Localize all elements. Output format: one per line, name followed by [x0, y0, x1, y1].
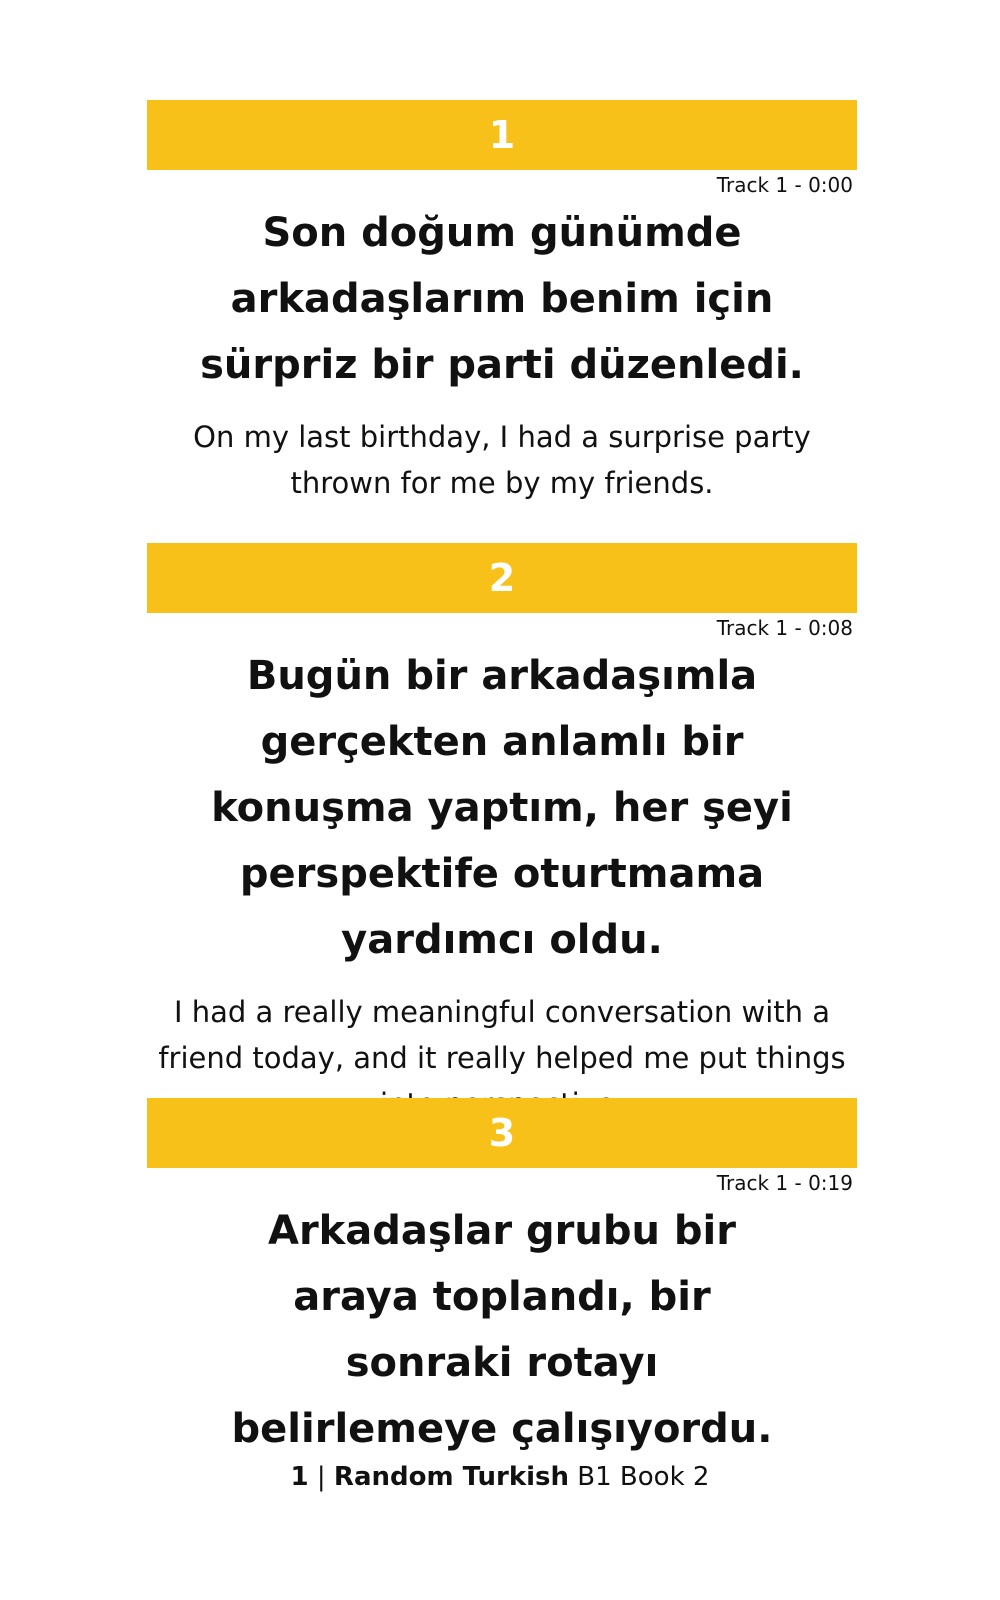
page-footer [0, 1462, 1000, 1492]
book-title: B1 Book 2 [569, 1462, 710, 1492]
page-number: 1 [290, 1462, 309, 1492]
entry-number: 1 [488, 113, 516, 157]
number-banner [147, 543, 857, 613]
turkish-sentence: Bugün bir arkadaşımla gerçekten anlamlı bir konuşma yaptım, her şeyi perspektife oturtmama yardımcı oldu. [211, 653, 793, 963]
entry-number: 3 [488, 1111, 516, 1155]
entry-1 [147, 100, 857, 506]
entry-3 [147, 1098, 857, 1462]
book-series: Random Turkish [333, 1462, 570, 1492]
track-time: Track 1 - 0:19 [716, 1171, 853, 1195]
track-time: Track 1 - 0:08 [716, 616, 853, 640]
number-banner [147, 1098, 857, 1168]
turkish-sentence: Son doğum günümde arkadaşlarım benim için sürpriz bir parti düzenledi. [200, 210, 804, 388]
entry-number: 2 [488, 556, 516, 600]
english-translation: On my last birthday, I had a surprise party thrown for me by my friends. [193, 420, 811, 500]
track-time: Track 1 - 0:00 [716, 173, 853, 197]
footer-separator: | [308, 1462, 334, 1492]
number-banner [147, 100, 857, 170]
entry-2 [147, 543, 857, 1127]
english-translation: I had a really meaningful conversation with a friend today, and it really helped me put things [158, 995, 846, 1075]
turkish-sentence: Arkadaşlar grubu bir araya toplandı, bir sonraki rotayı belirlemeye çalışıyordu. [231, 1208, 773, 1452]
